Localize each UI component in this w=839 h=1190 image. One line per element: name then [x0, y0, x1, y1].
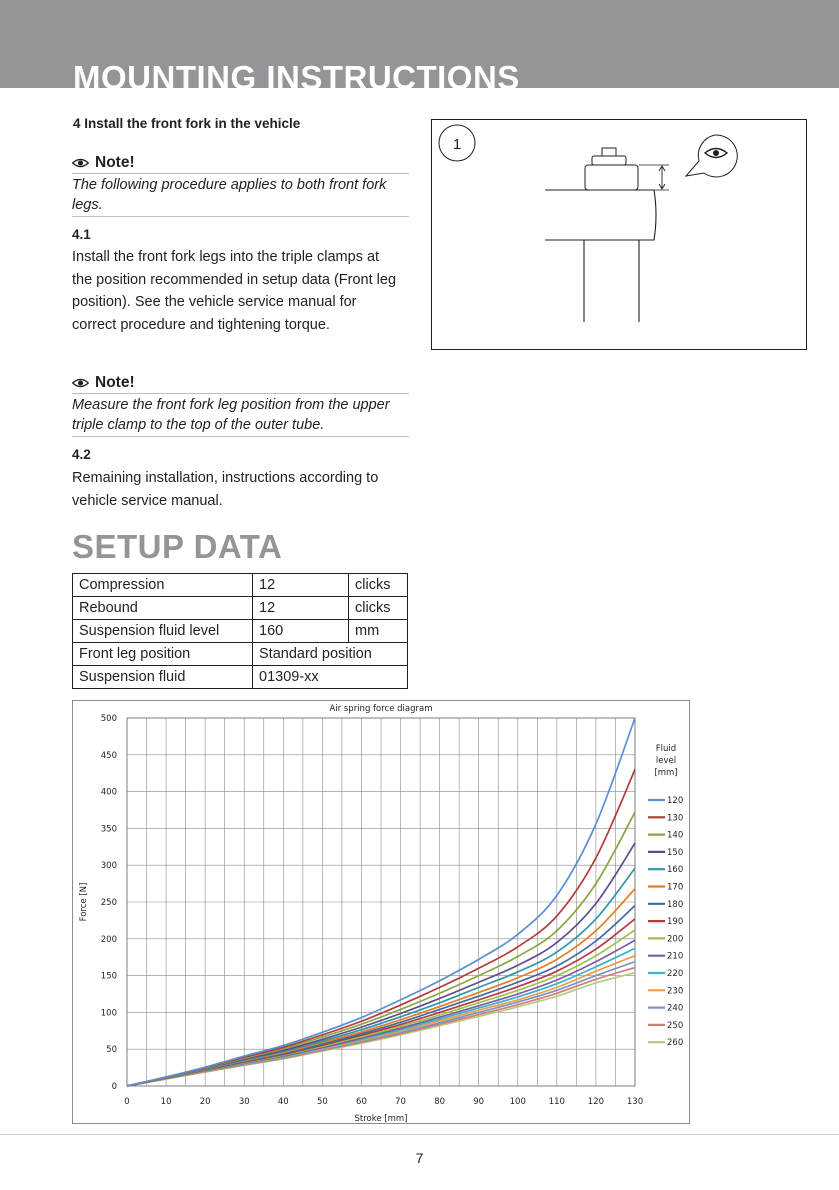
y-tick-label: 500	[100, 714, 117, 724]
legend-label: 140	[667, 830, 684, 841]
legend-label: 190	[667, 917, 684, 928]
setup-label: Compression	[73, 574, 253, 597]
setup-unit: mm	[349, 620, 408, 643]
setup-label: Suspension fluid level	[73, 620, 253, 643]
substep-text: Remaining installation, instructions according to vehicle service manual.	[72, 470, 379, 509]
page-number: 7	[415, 1150, 424, 1166]
setup-data-table	[72, 573, 408, 689]
legend-label: 160	[667, 865, 684, 876]
table-row	[73, 597, 408, 620]
x-tick-label: 30	[238, 1097, 250, 1107]
legend-label: 210	[667, 951, 684, 962]
note-box	[72, 374, 409, 437]
setup-label: Front leg position	[73, 643, 253, 666]
table-row	[73, 666, 408, 689]
table-row	[73, 574, 408, 597]
legend-label: 260	[667, 1038, 684, 1049]
legend-label: 130	[667, 813, 684, 824]
x-tick-label: 80	[434, 1097, 446, 1107]
callout-number: 1	[452, 136, 462, 153]
legend-title: Fluid	[655, 744, 677, 754]
x-tick-label: 90	[473, 1097, 485, 1107]
setup-label: Suspension fluid	[73, 666, 253, 689]
y-tick-label: 250	[100, 898, 117, 908]
x-tick-label: 130	[626, 1097, 644, 1107]
y-tick-label: 200	[100, 934, 117, 945]
fork-drawing	[432, 120, 806, 349]
chart-title: Air spring force diagram	[329, 704, 433, 714]
y-tick-label: 100	[100, 1008, 117, 1019]
x-tick-label: 40	[277, 1097, 289, 1107]
y-tick-label: 0	[111, 1082, 117, 1092]
x-tick-label: 70	[395, 1097, 406, 1107]
legend-label: 120	[667, 796, 684, 806]
y-tick-label: 450	[100, 750, 117, 761]
setup-value: 160	[253, 620, 349, 643]
footer-rule	[0, 1134, 839, 1135]
x-tick-label: 10	[160, 1097, 172, 1107]
fork-position-figure	[431, 119, 807, 350]
note-text: Measure the front fork leg position from the upper triple clamp to the top of the outer tube.	[72, 394, 409, 437]
note-label: Note!	[95, 374, 135, 391]
step-title: 4 Install the front fork in the vehicle	[73, 116, 301, 131]
legend-label: 230	[667, 986, 684, 997]
legend-label: 220	[667, 969, 684, 979]
note-label: Note!	[95, 154, 135, 171]
setup-value: Standard position	[253, 643, 408, 666]
setup-unit: clicks	[349, 574, 408, 597]
x-tick-label: 0	[124, 1097, 130, 1107]
legend-label: 250	[667, 1020, 684, 1031]
legend-label: 200	[667, 934, 684, 945]
legend-title: [mm]	[654, 768, 678, 778]
substep-number: 4.2	[72, 447, 91, 462]
x-tick-label: 100	[509, 1097, 526, 1107]
x-tick-label: 20	[199, 1097, 211, 1107]
legend-label: 170	[667, 882, 684, 893]
table-row	[73, 620, 408, 643]
y-tick-label: 150	[100, 971, 117, 982]
x-axis-label: Stroke [mm]	[354, 1114, 408, 1123]
legend-label: 240	[667, 1003, 684, 1014]
note-text: The following procedure applies to both front fork legs.	[72, 174, 409, 217]
y-tick-label: 350	[100, 824, 117, 835]
x-tick-label: 50	[316, 1097, 328, 1107]
substep-text: Install the front fork legs into the triple clamps at the position recommended in setup data (Front leg position). See the vehicle service manual for correct procedure and tightening torque.	[72, 249, 397, 334]
setup-value: 01309-xx	[253, 666, 408, 689]
note-heading	[72, 154, 409, 174]
y-axis-label: Force [N]	[79, 882, 89, 922]
table-row	[73, 643, 408, 666]
note-box	[72, 154, 409, 217]
y-tick-label: 50	[106, 1045, 117, 1056]
setup-value: 12	[253, 574, 349, 597]
x-tick-label: 110	[548, 1097, 565, 1107]
x-tick-label: 120	[587, 1097, 605, 1107]
legend-title: level	[655, 756, 677, 766]
setup-value: 12	[253, 597, 349, 620]
eye-icon	[72, 377, 89, 389]
y-tick-label: 300	[100, 861, 117, 872]
chart-svg	[73, 701, 689, 1123]
note-heading	[72, 374, 409, 394]
page-title: MOUNTING INSTRUCTIONS	[73, 59, 520, 88]
legend-label: 150	[667, 847, 684, 858]
setup-unit: clicks	[349, 597, 408, 620]
setup-label: Rebound	[73, 597, 253, 620]
eye-icon	[72, 157, 89, 169]
x-tick-label: 60	[356, 1097, 367, 1107]
setup-data-title: SETUP DATA	[72, 528, 283, 565]
y-tick-label: 400	[100, 787, 117, 798]
legend-label: 180	[667, 899, 684, 910]
substep-number: 4.1	[72, 227, 91, 242]
air-spring-force-chart	[72, 700, 690, 1124]
